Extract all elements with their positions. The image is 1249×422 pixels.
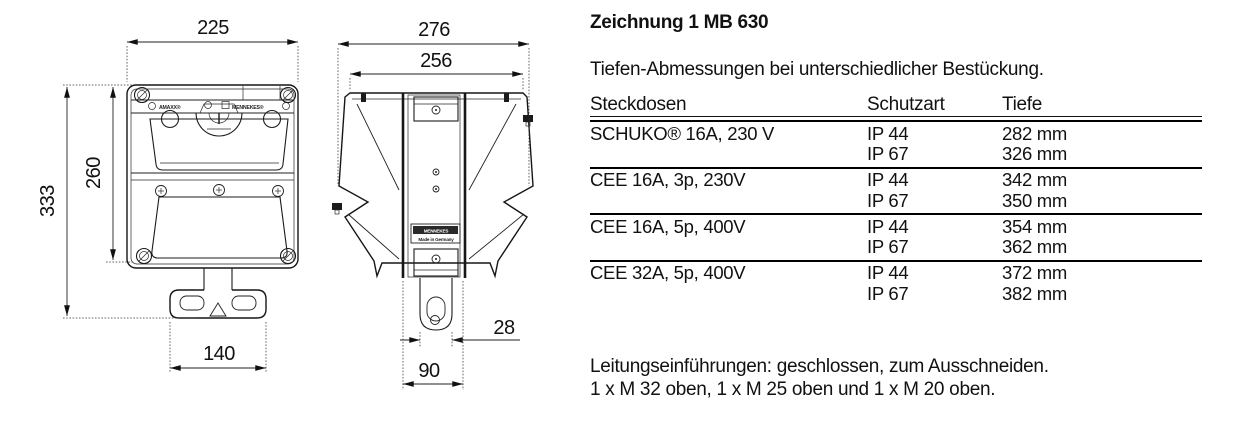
- cell-schutzart: IP 44: [867, 122, 909, 144]
- dim-front-body-height: 260: [83, 157, 105, 189]
- cell-tiefe: 350 mm: [1002, 189, 1068, 211]
- cell-tiefe: 382 mm: [1002, 282, 1068, 304]
- cell-tiefe: 342 mm: [1002, 169, 1068, 190]
- cell-steckdosen: CEE 16A, 3p, 230V: [590, 169, 746, 190]
- dim-tongue-width: 28: [493, 317, 515, 339]
- cell-steckdosen: CEE 32A, 5p, 400V: [590, 262, 746, 283]
- table-group-cee16-3p: [590, 169, 1202, 216]
- footer-line-2: 1 x M 32 oben, 1 x M 25 oben und 1 x M 20 oben.: [590, 379, 996, 400]
- cell-tiefe: 326 mm: [1002, 143, 1068, 164]
- brand-right-label: MENNEKES®: [232, 105, 264, 111]
- table-row: [590, 124, 1202, 145]
- dim-side-top-width: 256: [420, 50, 452, 72]
- cell-steckdosen: SCHUKO® 16A, 230 V: [590, 122, 775, 144]
- table-header-row: [590, 94, 1202, 117]
- side-view-dimensions: [338, 19, 529, 390]
- table-row: [590, 284, 1202, 305]
- footer-line-1: Leitungseinführungen: geschlossen, zum Ausschneiden.: [590, 356, 1049, 377]
- cell-schutzart: IP 44: [867, 169, 909, 190]
- cell-schutzart: IP 44: [867, 215, 909, 237]
- side-latch-right: [523, 115, 533, 126]
- table-row: [590, 144, 1202, 165]
- dim-front-total-height: 333: [37, 185, 59, 217]
- side-label-line2: Made in Germany: [418, 237, 454, 242]
- brand-left-label: AMAXX®: [159, 105, 181, 111]
- brand-band: [149, 102, 290, 112]
- depth-table: [590, 94, 1202, 306]
- side-view-drawing: [332, 19, 533, 390]
- table-row: [590, 237, 1202, 258]
- col-header-steckdosen: Steckdosen: [590, 94, 687, 115]
- cell-tiefe: 282 mm: [1002, 122, 1068, 144]
- cell-schutzart: IP 67: [867, 236, 909, 257]
- front-view-dimensions: [37, 17, 298, 372]
- dim-hook-width: 140: [203, 343, 235, 365]
- col-header-schutzart: Schutzart: [867, 94, 945, 115]
- cable-entry-note: [590, 355, 1049, 401]
- hook-tongue: [420, 278, 452, 330]
- cell-tiefe: 372 mm: [1002, 262, 1068, 283]
- cell-schutzart: IP 67: [867, 143, 909, 164]
- mounting-column: [403, 93, 465, 278]
- technical-drawing: [0, 0, 590, 422]
- front-view-drawing: [37, 17, 298, 372]
- made-in-germany-label: [411, 224, 460, 243]
- col-header-tiefe: Tiefe: [1002, 94, 1043, 115]
- middle-screws: [156, 185, 284, 197]
- subtitle: Tiefen-Abmessungen bei unterschiedlicher Bestückung.: [590, 59, 1044, 80]
- cell-steckdosen: CEE 16A, 5p, 400V: [590, 215, 746, 237]
- corner-screws: [135, 88, 296, 264]
- table-row: [590, 263, 1202, 284]
- cable-hook: [170, 268, 266, 318]
- cell-tiefe: 362 mm: [1002, 236, 1068, 257]
- cell-tiefe: 354 mm: [1002, 215, 1068, 237]
- dim-bottom-width: 90: [418, 360, 440, 382]
- table-group-cee32-5p: [590, 262, 1202, 307]
- side-latch-left: [332, 203, 342, 214]
- table-group-cee16-5p: [590, 215, 1202, 262]
- side-label-line1: MENNEKES: [423, 228, 449, 234]
- cell-schutzart: IP 67: [867, 189, 909, 211]
- table-row: [590, 170, 1202, 191]
- table-group-schuko: [590, 122, 1202, 169]
- lower-flap-window: [152, 197, 287, 258]
- page-title: Zeichnung 1 MB 630: [590, 12, 769, 33]
- table-row: [590, 217, 1202, 238]
- cell-schutzart: IP 44: [867, 262, 909, 283]
- table-row: [590, 191, 1202, 212]
- dim-front-width: 225: [197, 17, 229, 39]
- cell-schutzart: IP 67: [867, 282, 909, 304]
- dim-side-max-width: 276: [418, 19, 450, 41]
